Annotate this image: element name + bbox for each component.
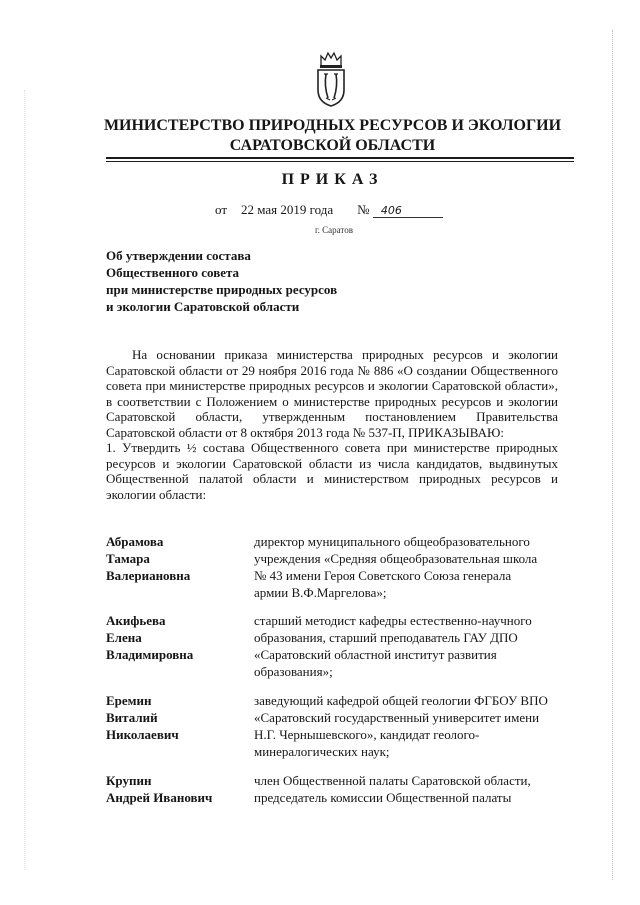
member-role-line: армии В.Ф.Маргелова»; xyxy=(254,585,387,600)
member-first-name: Елена xyxy=(106,630,142,645)
header-rule-thin xyxy=(106,161,574,162)
member-name-rest: Андрей Иванович xyxy=(106,790,213,805)
member-role xyxy=(254,772,564,806)
ministry-name-line-1: МИНИСТЕРСТВО ПРИРОДНЫХ РЕСУРСОВ И ЭКОЛОГИИ xyxy=(103,117,562,134)
member-role-line: образования, старший преподаватель ГАУ ДПО xyxy=(254,630,518,645)
member-role-line: «Саратовский государственный университет имени xyxy=(254,710,540,725)
ministry-name-line-2: САРАТОВСКОЙ ОБЛАСТИ xyxy=(229,137,436,154)
document-title: ПРИКАЗ xyxy=(281,171,384,188)
city-label: г. Саратов xyxy=(315,225,353,235)
member-surname: Еремин xyxy=(106,693,152,708)
member-role-line: Н.Г. Чернышевского», кандидат геолого- xyxy=(254,727,480,742)
member-role-line: директор муниципального общеобразовательного xyxy=(254,534,530,549)
order-body xyxy=(106,347,558,502)
member-name xyxy=(106,692,246,743)
member-role-line: председатель комиссии Общественной палаты xyxy=(254,790,512,805)
member-surname: Акифьева xyxy=(106,613,166,628)
member-role-line: минералогических наук; xyxy=(254,744,390,759)
member-role-line: заведующий кафедрой общей геологии ФГБОУ ВПО xyxy=(254,693,548,708)
member-role-line: «Саратовский областной институт развития xyxy=(254,647,497,662)
member-surname: Крупин xyxy=(106,773,152,788)
item-1-paragraph: 1. Утвердить ½ состава Общественного совета при министерстве природных ресурсов и экологии Саратовской области из числа кандидатов, выдвинутых Общественной палатой области и министерством природных ресурсов и экологии области: xyxy=(106,440,558,502)
subject-line: Об утверждении состава xyxy=(106,248,251,263)
member-patronymic: Николаевич xyxy=(106,727,179,742)
date-line xyxy=(215,202,443,218)
member-name xyxy=(106,533,246,584)
member-surname: Абрамова xyxy=(106,534,164,549)
member-role xyxy=(254,692,564,760)
order-number: 406 xyxy=(373,204,443,218)
member-role-line: старший методист кафедры естественно-научного xyxy=(254,613,532,628)
member-name xyxy=(106,772,246,806)
member-first-name: Тамара xyxy=(106,551,150,566)
ministry-name xyxy=(60,116,605,156)
subject-line: Общественного совета xyxy=(106,265,240,280)
number-label: № xyxy=(357,202,370,217)
member-role-line: учреждения «Средняя общеобразовательная школа xyxy=(254,551,538,566)
order-subject xyxy=(106,247,337,315)
member-patronymic: Владимировна xyxy=(106,647,194,662)
saratov-coat-of-arms-icon xyxy=(314,50,348,108)
member-patronymic: Валериановна xyxy=(106,568,191,583)
member-name xyxy=(106,612,246,663)
member-role-line: № 43 имени Героя Советского Союза генерала xyxy=(254,568,512,583)
member-role-line: образования»; xyxy=(254,664,333,679)
scan-edge-right xyxy=(612,30,613,880)
member-first-name: Виталий xyxy=(106,710,158,725)
subject-line: при министерстве природных ресурсов xyxy=(106,282,338,297)
member-role xyxy=(254,612,564,680)
date-prefix: от xyxy=(215,202,228,217)
subject-line: и экологии Саратовской области xyxy=(106,299,300,314)
member-role-line: член Общественной палаты Саратовской области, xyxy=(254,773,531,788)
order-date: 22 мая 2019 года xyxy=(241,202,334,217)
preamble-paragraph: На основании приказа министерства природных ресурсов и экологии Саратовской области от 29 ноября 2016 года № 886 «О создании Общественного совета при министерстве природных ресурсов и экологии Саратовской области», в соответствии с Положением о министерстве природных ресурсов и экологии Саратовской области, утвержденным постановлением Правительства Саратовской области от 8 октября 2013 года № 537-П, ПРИКАЗЫВАЮ: xyxy=(106,347,558,440)
scan-edge-left xyxy=(24,90,25,870)
header-rule-thick xyxy=(106,157,574,159)
member-role xyxy=(254,533,564,601)
